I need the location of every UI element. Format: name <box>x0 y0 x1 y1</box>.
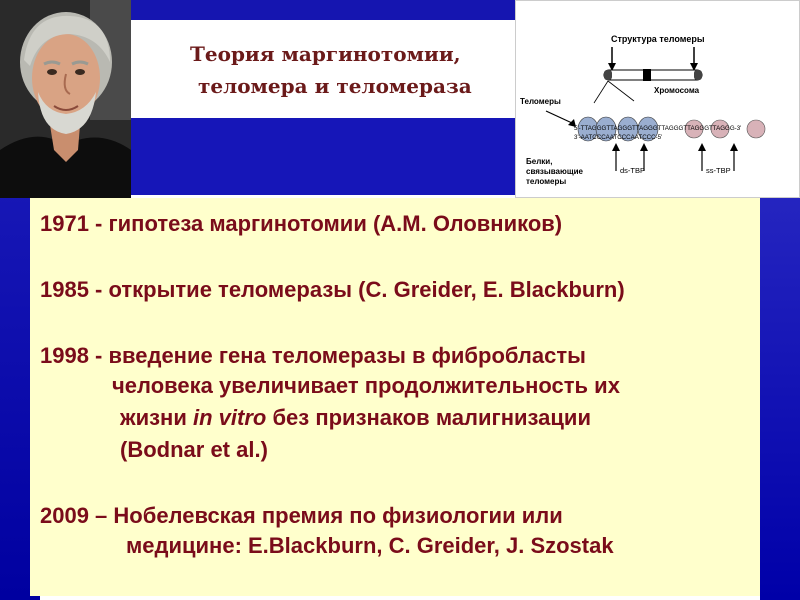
timeline-2009-line-2: медицине: E.Blackburn, C. Greider, J. Szostak <box>126 533 614 558</box>
diagram-label-proteins-1: Белки, <box>526 157 553 166</box>
telomere-diagram <box>515 0 800 198</box>
timeline-1998-no-malignancy: без признаков малигнизации <box>266 405 591 430</box>
timeline-1985: 1985 - открытие теломеразы (C. Greider, E. Blackburn) <box>40 277 625 302</box>
diagram-seq-bottom: 3'-AATCCCAATCCCAATCCC-5' <box>574 134 663 141</box>
timeline-1998-line-3 <box>120 404 591 432</box>
timeline-1998-in-vitro: in vitro <box>192 405 267 430</box>
right-blue-band <box>760 195 800 600</box>
telomere-diagram-svg <box>516 1 800 199</box>
diagram-label-telomeres: Теломеры <box>520 97 561 106</box>
diagram-seq-top: 5'-TTAGGGTTAGGGTTAGGGTTAGGGTTAGGGTTAGGG-3' <box>574 125 742 132</box>
timeline-1971: 1971 - гипотеза маргинотомии (А.М. Оловников) <box>40 211 563 236</box>
timeline-1998-line-2: человека увеличивает продолжительность их <box>112 373 620 398</box>
diagram-label-ss: ss-TBP <box>706 166 731 175</box>
timeline-1998-line-1: 1998 - введение гена теломеразы в фибробласты <box>40 343 586 368</box>
diagram-label-chromosome: Хромосома <box>654 86 700 95</box>
timeline-1998-life: жизни <box>120 405 193 430</box>
diagram-label-proteins-2: связывающие <box>526 167 583 176</box>
title-line-2: теломера и теломераза <box>198 74 472 98</box>
timeline-2009-line-1: 2009 – Нобелевская премия по физиологии или <box>40 503 563 528</box>
diagram-label-structure: Структура теломеры <box>611 34 705 44</box>
title-line-1: Теория маргинотомии, <box>190 42 461 66</box>
timeline-1998-reference: (Bodnar et al.) <box>120 437 268 462</box>
blue-stripe <box>130 118 520 195</box>
diagram-label-proteins-3: теломеры <box>526 177 567 186</box>
portrait-photo <box>0 0 131 198</box>
diagram-label-ds: ds-TBP <box>620 166 646 175</box>
portrait-illustration <box>0 0 131 198</box>
slide-title <box>190 38 490 102</box>
